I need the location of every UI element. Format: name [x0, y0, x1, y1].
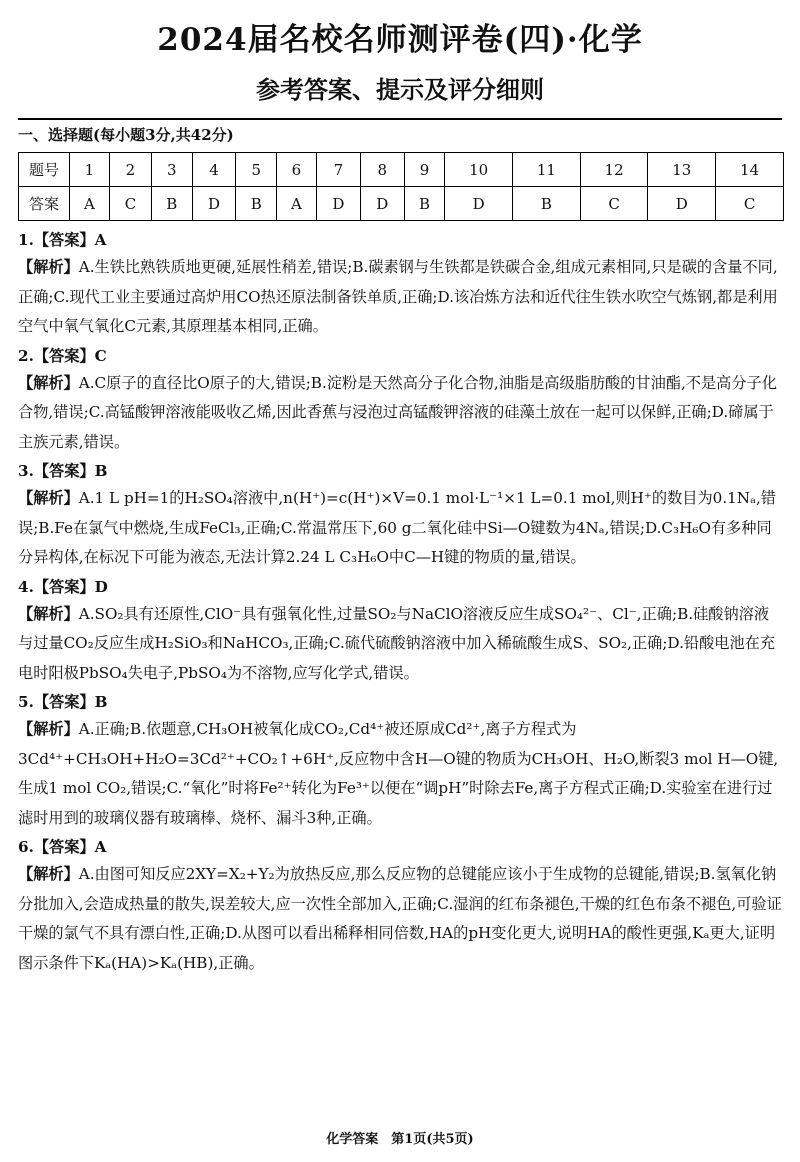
question-number: 13: [648, 153, 716, 187]
answer-cell: D: [445, 187, 513, 221]
answer-heading: 1.【答案】A: [18, 231, 107, 249]
explanation-paragraph: [18, 369, 784, 458]
question-number: 2: [109, 153, 151, 187]
explanation-tag: 【解析】: [18, 373, 79, 392]
explanation-paragraph: [18, 600, 784, 689]
answer-table-answer-row: [19, 187, 784, 221]
answer-cell: A: [70, 187, 110, 221]
answer-cell: B: [236, 187, 277, 221]
explanation-tag: 【解析】: [18, 604, 79, 623]
question-number: 11: [513, 153, 581, 187]
answer-table: [18, 152, 784, 221]
question-number: 14: [716, 153, 784, 187]
question-number: 4: [192, 153, 236, 187]
question-number: 9: [404, 153, 445, 187]
explanation-paragraph: [18, 484, 784, 573]
row-header-number: 题号: [19, 153, 70, 187]
explanation-text: A.SO₂具有还原性,ClO⁻具有强氧化性,过量SO₂与NaClO溶液反应生成SO₄²⁻、Cl⁻,正确;B.硅酸钠溶液与过量CO₂反应生成H₂SiO₃和NaHCO₃,正确;C.硫代硫酸钠溶液中加入稀硫酸生成S、SO₂,正确;D.铅酸电池在充电时阳极PbSO₄失电子,PbSO₄为不溶物,应写化学式,错误。: [18, 604, 776, 682]
answer-cell: B: [404, 187, 445, 221]
answer-cell: D: [192, 187, 236, 221]
row-header-answer: 答案: [19, 187, 70, 221]
question-number: 7: [316, 153, 360, 187]
question-number: 3: [151, 153, 192, 187]
explanation-tag: 【解析】: [18, 489, 79, 507]
answer-heading: 3.【答案】B: [18, 462, 108, 480]
answer-cell: C: [580, 187, 648, 221]
explanation-tag: 【解析】: [18, 258, 79, 276]
explanation-text: A.1 L pH=1的H₂SO₄溶液中,n(H⁺)=c(H⁺)×V=0.1 mol·L⁻¹×1 L=0.1 mol,则H⁺的数目为0.1Nₐ,错误;B.Fe在氯气中燃烧,生成FeCl₃,正确;C.常温常压下,60 g二氧化硅中Si—O键数为4Nₐ,错误;D.C₃H₆O有多种同分异构体,在标况下可能为液态,无法计算2.24 L C₃H₆O中C—H键的物质的量,错误。: [18, 489, 776, 566]
explanation-text: A.由图可知反应2XY=X₂+Y₂为放热反应,那么反应物的总键能应该小于生成物的总键能,错误;B.氢氧化钠分批加入,会造成热量的散失,误差较大,应一次性全部加入,正确;C.湿润的红布条褪色,干燥的红色布条不褪色,可验证干燥的氯气不具有漂白性,正确;D.从图可以看出稀释相同倍数,HA的pH变化更大,说明HA的酸性更强,Kₐ更大,证明图示条件下Kₐ(HA)>Kₐ(HB),正确。: [18, 865, 782, 972]
answer-cell: D: [360, 187, 404, 221]
answer-cell: B: [151, 187, 192, 221]
answer-heading: 4.【答案】D: [18, 577, 108, 596]
answer-cell: D: [648, 187, 716, 221]
answer-cell: A: [277, 187, 317, 221]
explanation-paragraph: [18, 715, 784, 833]
explanation-text: A.生铁比熟铁质地更硬,延展性稍差,错误;B.碳素钢与生铁都是铁碳合金,组成元素相同,只是碳的含量不同,正确;C.现代工业主要通过高炉用CO热还原法制备铁单质,正确;D.该冶炼方法和近代往生铁水吹空气炼钢,都是利用空气中氧气氧化C元素,其原理基本相同,正确。: [18, 258, 778, 335]
explanations: [18, 228, 784, 980]
answer-cell: C: [109, 187, 151, 221]
explanation-text: A.正确;B.依题意,CH₃OH被氧化成CO₂,Cd⁴⁺被还原成Cd²⁺,离子方程式为3Cd⁴⁺+CH₃OH+H₂O=3Cd²⁺+CO₂↑+6H⁺,反应物中含H—O键的物质为CH₃OH、H₂O,断裂3 mol H—O键,生成1 mol CO₂,错误;C.“氧化”时将Fe²⁺转化为Fe³⁺以便在“调pH”时除去Fe,离子方程式正确;D.实验室在进行过滤时用到的玻璃仪器有玻璃棒、烧杯、漏斗3种,正确。: [18, 720, 779, 827]
question-number: 5: [236, 153, 277, 187]
question-number: 10: [445, 153, 513, 187]
page-footer: 化学答案 第1页(共5页): [326, 1132, 474, 1147]
explanation-tag: 【解析】: [18, 865, 79, 883]
explanation-text: A.C原子的直径比O原子的大,错误;B.淀粉是天然高分子化合物,油脂是高级脂肪酸的甘油酯,不是高分子化合物,错误;C.高锰酸钾溶液能吸收乙烯,因此香蕉与浸泡过高锰酸钾溶液的硅藻土放在一起可以保鲜,正确;D.碲属于主族元素,错误。: [18, 373, 777, 451]
question-number: 8: [360, 153, 404, 187]
answer-cell: D: [316, 187, 360, 221]
answer-cell: B: [513, 187, 581, 221]
answer-heading: 5.【答案】B: [18, 693, 108, 711]
explanation-paragraph: [18, 860, 784, 978]
header-divider: [18, 118, 782, 120]
answer-heading: 6.【答案】A: [18, 838, 107, 856]
answer-cell: C: [716, 187, 784, 221]
answer-heading: 2.【答案】C: [18, 346, 107, 365]
question-number: 6: [277, 153, 317, 187]
question-number: 12: [580, 153, 648, 187]
section-heading: 一、选择题(每小题3分,共42分): [18, 126, 234, 144]
document-title: 2024届名校名师测评卷(四)·化学: [157, 22, 643, 58]
explanation-tag: 【解析】: [18, 720, 79, 738]
question-number: 1: [70, 153, 110, 187]
answer-table-number-row: [19, 153, 784, 187]
explanation-paragraph: [18, 253, 784, 342]
document-subtitle: 参考答案、提示及评分细则: [256, 75, 544, 104]
